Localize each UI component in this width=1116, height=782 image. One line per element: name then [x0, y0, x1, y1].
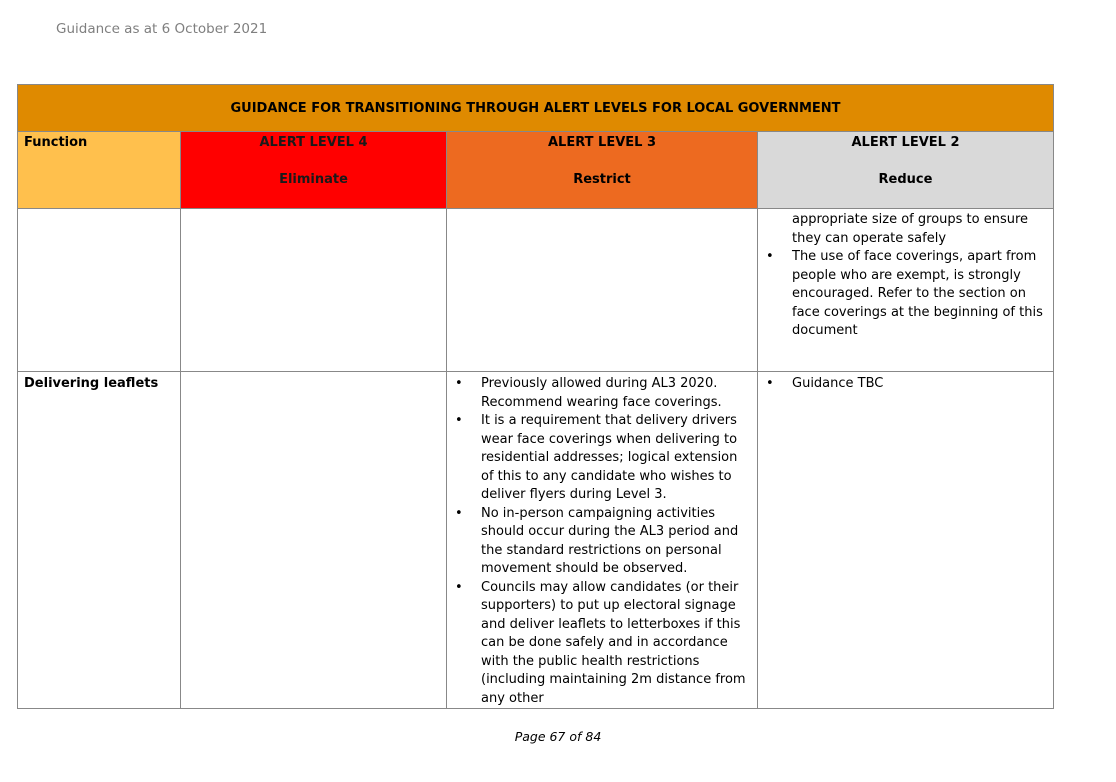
- level3-cell: [447, 209, 758, 372]
- column-header-alert-level-2: [758, 132, 1054, 209]
- column-header-function: Function: [18, 132, 181, 209]
- column-header-alert-level-4: [181, 132, 447, 209]
- list-item: • Guidance TBC: [758, 375, 1053, 394]
- level2-cell: [758, 209, 1054, 372]
- document-header-note: Guidance as at 6 October 2021: [56, 21, 268, 37]
- list-item: • The use of face coverings, apart from people who are exempt, is strongly encouraged. Refer to the section on face coverings at the beginning of this document: [758, 248, 1053, 341]
- alert-level-2-sub: Reduce: [878, 171, 933, 187]
- page-number: Page 67 of 84: [514, 729, 602, 744]
- list-item: • Previously allowed during AL3 2020. Recommend wearing face coverings.: [447, 375, 757, 412]
- level3-cell: [447, 372, 758, 709]
- list-item: • No in-person campaigning activities should occur during the AL3 period and the standard restrictions on personal movement should be observed.: [447, 505, 757, 579]
- alert-level-4-label: ALERT LEVEL 4: [259, 135, 368, 150]
- alert-level-3-sub: Restrict: [573, 171, 631, 187]
- continued-text: appropriate size of groups to ensure they can operate safely: [792, 212, 1029, 246]
- table-title: GUIDANCE FOR TRANSITIONING THROUGH ALERT LEVELS FOR LOCAL GOVERNMENT: [18, 85, 1054, 132]
- alert-level-2-label: ALERT LEVEL 2: [851, 135, 960, 150]
- level4-cell: [181, 209, 447, 372]
- column-header-row: [18, 132, 1054, 209]
- level2-cell: [758, 372, 1054, 709]
- level4-cell: [181, 372, 447, 709]
- table-row: [18, 209, 1054, 372]
- alert-level-3-label: ALERT LEVEL 3: [547, 135, 656, 150]
- function-cell: [18, 209, 181, 372]
- column-header-alert-level-3: [447, 132, 758, 209]
- table-row: [18, 372, 1054, 709]
- list-item: • Councils may allow candidates (or their supporters) to put up electoral signage and deliver leaflets to letterboxes if this can be done safely and in accordance with the public health restrictions (including maintaining 2m distance from any other: [447, 579, 757, 709]
- function-cell: Delivering leaflets: [18, 372, 181, 709]
- guidance-table: [17, 84, 1054, 709]
- alert-level-4-sub: Eliminate: [279, 171, 348, 187]
- list-item: • It is a requirement that delivery drivers wear face coverings when delivering to residential addresses; logical extension of this to any candidate who wishes to deliver flyers during Level 3.: [447, 412, 757, 505]
